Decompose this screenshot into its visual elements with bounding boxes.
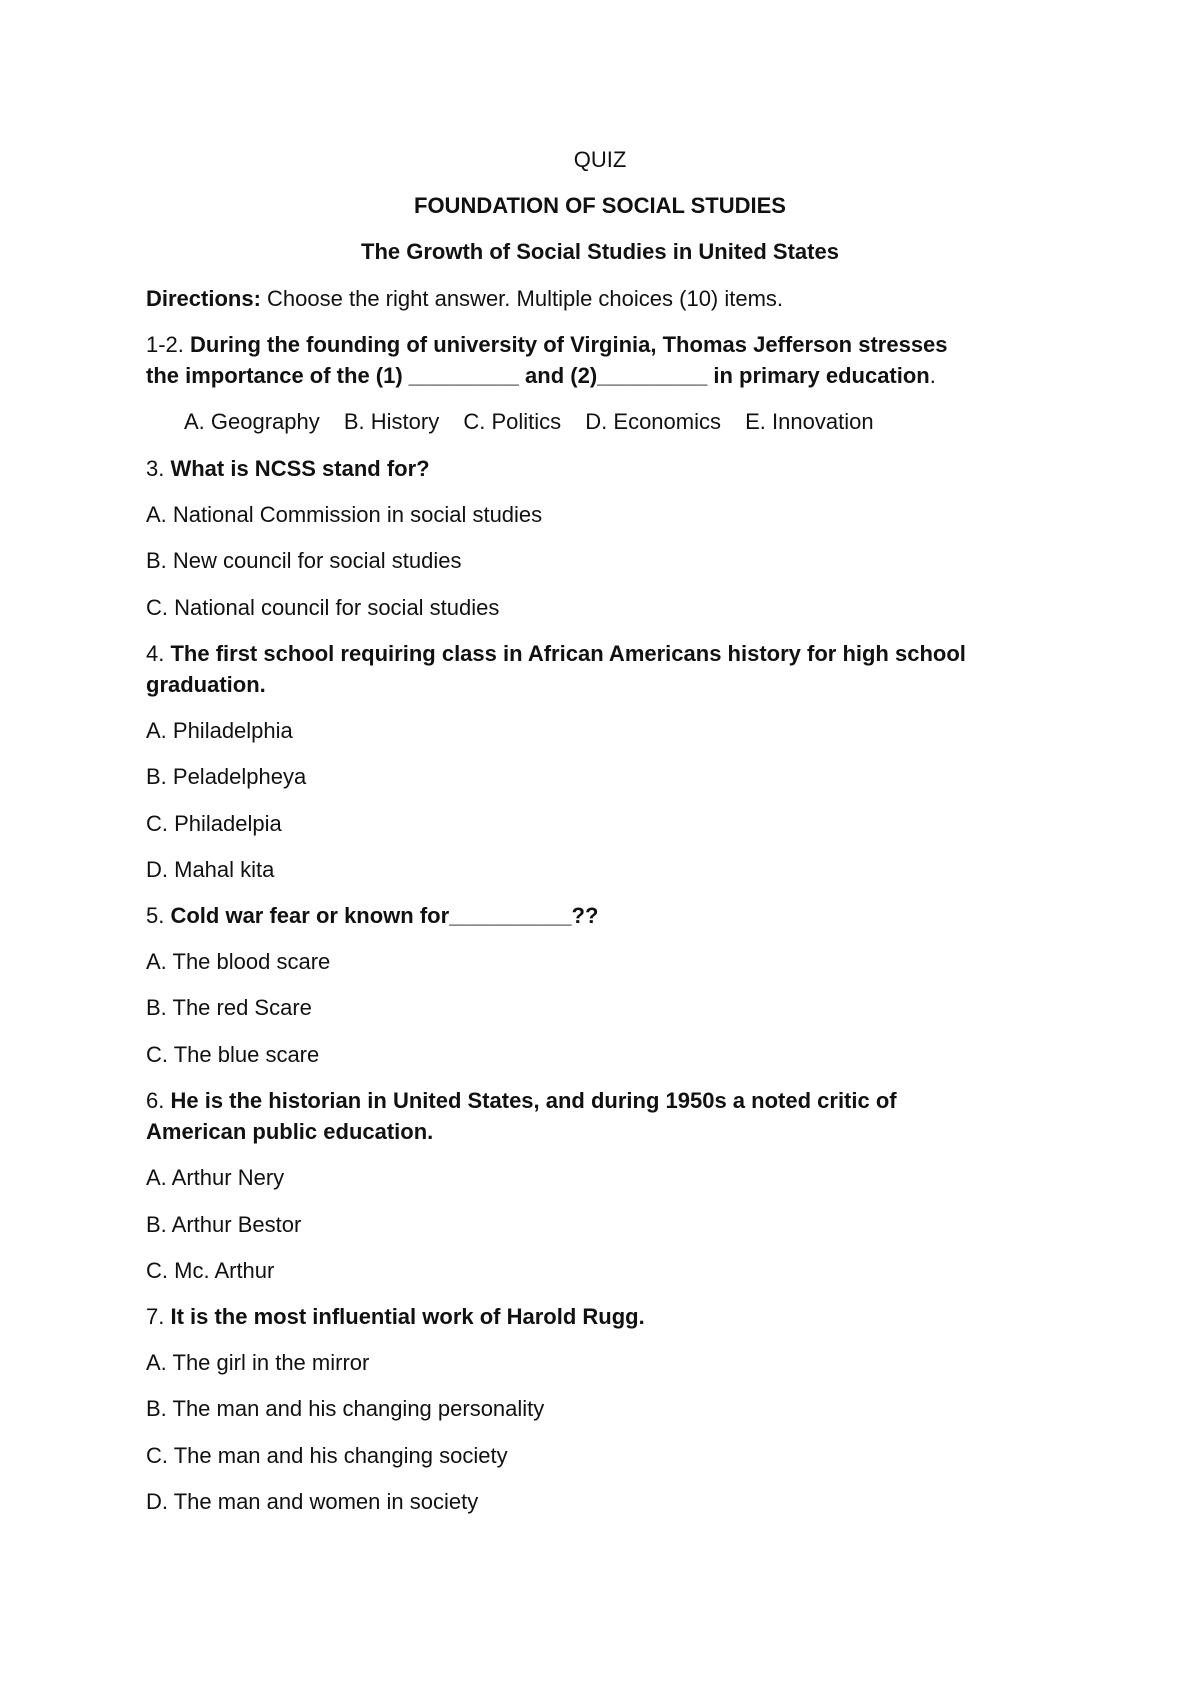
- course-title: FOUNDATION OF SOCIAL STUDIES: [414, 193, 786, 218]
- choice-e[interactable]: E. Innovation: [745, 409, 874, 434]
- question-6: [146, 1087, 897, 1115]
- question-number: 7.: [146, 1304, 171, 1329]
- question-number: 5.: [146, 903, 171, 928]
- option-c[interactable]: C. Philadelpia: [146, 811, 282, 836]
- directions: [146, 285, 783, 313]
- option-b[interactable]: B. The red Scare: [146, 995, 312, 1020]
- option-d[interactable]: D. The man and women in society: [146, 1489, 479, 1514]
- choice-b[interactable]: B. History: [343, 409, 440, 434]
- question-4-cont: graduation.: [146, 672, 266, 697]
- question-text: The first school requiring class in African Americans history for high school: [170, 641, 966, 666]
- option-b[interactable]: B. Arthur Bestor: [146, 1212, 302, 1237]
- question-3: [146, 455, 430, 483]
- option-d[interactable]: D. Mahal kita: [146, 857, 275, 882]
- option-a[interactable]: A. National Commission in social studies: [146, 502, 543, 527]
- question-4: [146, 640, 966, 668]
- option-a[interactable]: A. Arthur Nery: [146, 1165, 285, 1190]
- choice-c[interactable]: C. Politics: [463, 409, 562, 434]
- option-a[interactable]: A. Philadelphia: [146, 718, 293, 743]
- option-b[interactable]: B. Peladelpheya: [146, 764, 307, 789]
- option-c[interactable]: C. National council for social studies: [146, 595, 500, 620]
- directions-label: Directions:: [146, 286, 261, 311]
- question-number: 1-2.: [146, 332, 191, 357]
- question-number: 6.: [146, 1088, 171, 1113]
- question-text: During the founding of university of Virginia, Thomas Jefferson stresses: [190, 332, 948, 357]
- option-a[interactable]: A. The blood scare: [146, 949, 331, 974]
- question-number: 4.: [146, 641, 171, 666]
- directions-text: Choose the right answer. Multiple choices (10) items.: [260, 286, 784, 311]
- question-7: [146, 1303, 645, 1331]
- question-1-2: [146, 331, 948, 359]
- option-c[interactable]: C. The man and his changing society: [146, 1443, 508, 1468]
- option-a[interactable]: A. The girl in the mirror: [146, 1350, 370, 1375]
- choice-d[interactable]: D. Economics: [585, 409, 721, 434]
- option-b[interactable]: B. New council for social studies: [146, 548, 462, 573]
- option-c[interactable]: C. Mc. Arthur: [146, 1258, 275, 1283]
- question-1-2-choices: [184, 408, 874, 436]
- question-text: It is the most influential work of Harold Rugg.: [170, 1304, 645, 1329]
- question-text: Cold war fear or known for__________??: [170, 903, 599, 928]
- question-text: the importance of the (1) _________ and (2)_________ in primary education: [146, 363, 930, 388]
- question-1-2-cont: [146, 362, 936, 390]
- question-period: .: [929, 363, 936, 388]
- topic-title: The Growth of Social Studies in United States: [361, 239, 839, 264]
- option-c[interactable]: C. The blue scare: [146, 1042, 320, 1067]
- quiz-title: QUIZ: [573, 147, 627, 172]
- question-text: He is the historian in United States, and during 1950s a noted critic of: [170, 1088, 897, 1113]
- question-number: 3.: [146, 456, 171, 481]
- choice-a[interactable]: A. Geography: [184, 409, 320, 434]
- question-text: What is NCSS stand for?: [170, 456, 430, 481]
- question-6-cont: American public education.: [146, 1119, 434, 1144]
- question-5: [146, 902, 598, 930]
- option-b[interactable]: B. The man and his changing personality: [146, 1396, 545, 1421]
